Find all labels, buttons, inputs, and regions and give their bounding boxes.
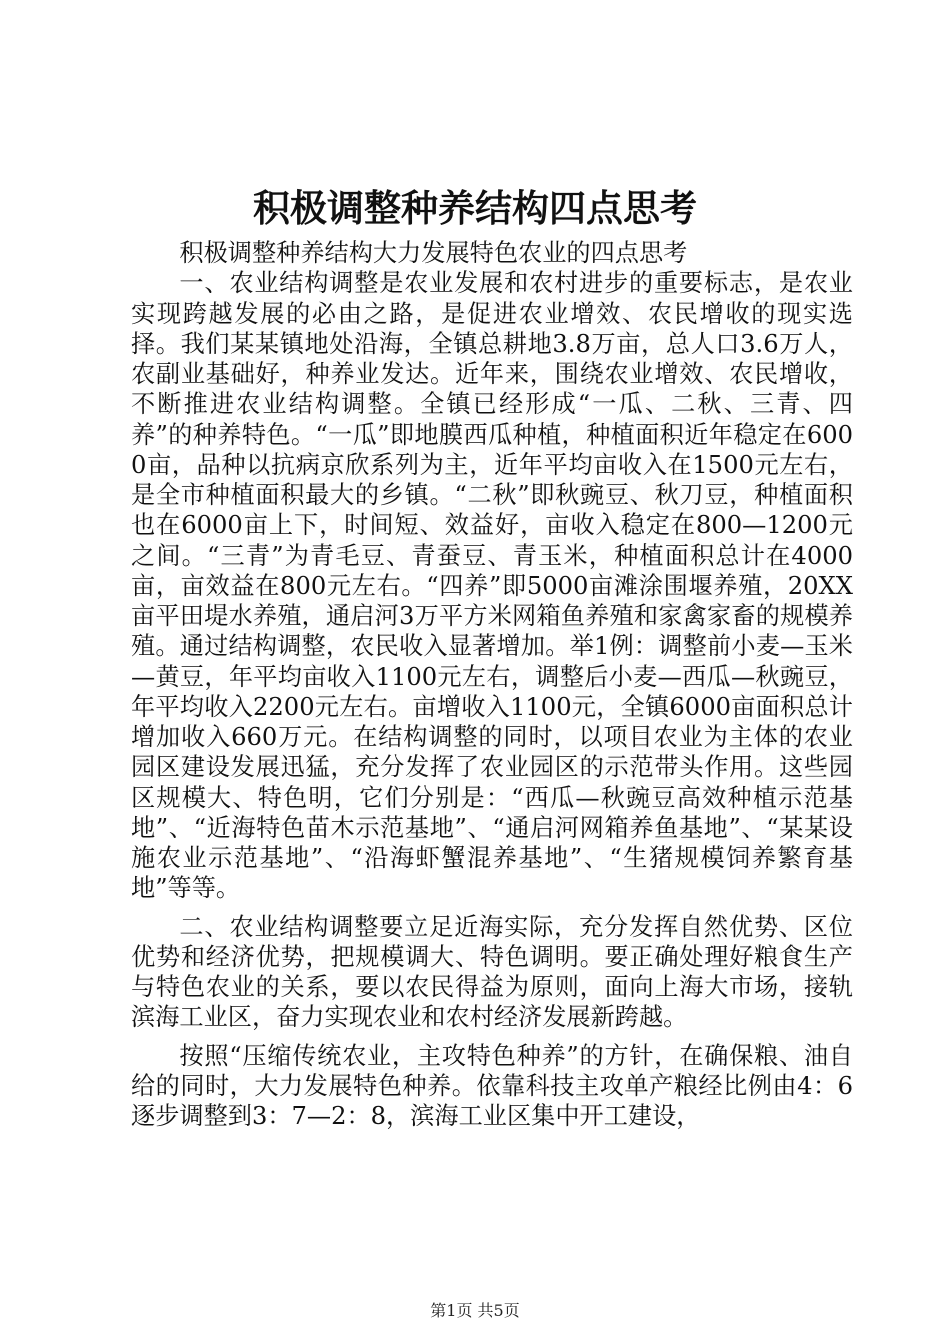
body-paragraph-2: 二、农业结构调整要立足近海实际，充分发挥自然优势、区位优势和经济优势，把规模调大、特色调明。要正确处理好粮食生产与特色农业的关系，要以农民得益为原则，面向上海大市场，接轨滨海工业区，奋力实现农业和农村经济发展新跨越。 [131,912,853,1032]
document-subtitle-paragraph: 积极调整种养结构大力发展特色农业的四点思考 [179,239,688,267]
document-title: 积极调整种养结构四点思考 [253,186,697,230]
page-number-footer: 第1页 共5页 [430,1301,520,1320]
document-body [131,238,853,1131]
body-paragraph-3: 按照“压缩传统农业，主攻特色种养”的方针，在确保粮、油自给的同时，大力发展特色种养。依靠科技主攻单产粮经比例由4：6逐步调整到3：7—2：8，滨海工业区集中开工建设， [131,1041,853,1130]
body-paragraph-1: 一、农业结构调整是农业发展和农村进步的重要标志，是农业实现跨越发展的必由之路，是促进农业增效、农民增收的现实选择。我们某某镇地处沿海，全镇总耕地3.8万亩，总人口3.6万人，农副业基础好，种养业发达。近年来，围绕农业增效、农民增收，不断推进农业结构调整。全镇已经形成“一瓜、二秋、三青、四养”的种养特色。“一瓜”即地膜西瓜种植，种植面积近年稳定在6000亩，品种以抗病京欣系列为主，近年平均亩收入在1500元左右，是全市种植面积最大的乡镇。“二秋”即秋豌豆、秋刀豆，种植面积也在6000亩上下，时间短、效益好，亩收入稳定在800—1200元之间。“三青”为青毛豆、青蚕豆、青玉米，种植面积总计在4000亩，亩效益在800元左右。“四养”即5000亩滩涂围堰养殖，20XX亩平田堤水养殖，通启河3万平方米网箱鱼养殖和家禽家畜的规模养殖。通过结构调整，农民收入显著增加。举1例：调整前小麦—玉米—黄豆，年平均亩收入1100元左右，调整后小麦—西瓜—秋豌豆，年平均收入2200元左右。亩增收入1100元，全镇6000亩面积总计增加收入660万元。在结构调整的同时，以项目农业为主体的农业园区建设发展迅猛，充分发挥了农业园区的示范带头作用。这些园区规模大、特色明，它们分别是：“西瓜—秋豌豆高效种植示范基地”、“近海特色苗木示范基地”、“通启河网箱养鱼基地”、“某某设施农业示范基地”、“沿海虾蟹混养基地”、“生猪规模饲养繁育基地”等等。 [131,269,853,903]
